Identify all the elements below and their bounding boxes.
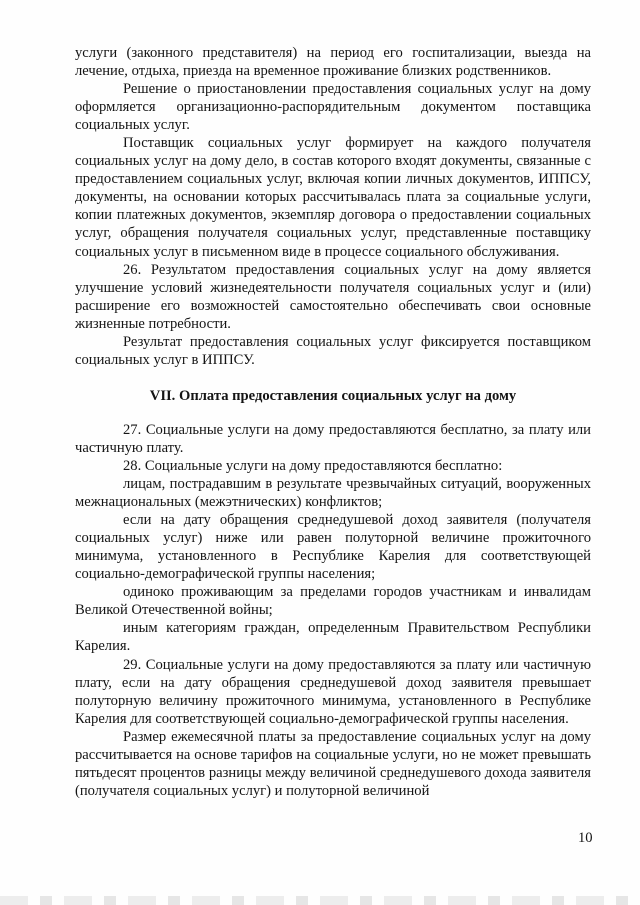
paragraph: Размер ежемесячной платы за предоставление социальных услуг на дому рассчитывается на основе тарифов на социальные услуги, но не может превышать пятьдесят процентов разницы между величиной среднедушевого дохода заявителя (получателя социальных услуг) и полуторной величиной [75,728,591,799]
paragraph: 26. Результатом предоставления социальных услуг на дому является улучшение условий жизнедеятельности получателя социальных услуг и (или) расширение его возможностей самостоятельно обеспечивать свои основные жизненные потребности. [75,261,591,332]
paragraph: иным категориям граждан, определенным Правительством Республики Карелия. [75,620,591,655]
scan-edge-artifact [0,896,640,905]
paragraph: лицам, пострадавшим в результате чрезвычайных ситуаций, вооруженных межнациональных (межэтнических) конфликтов; [75,476,591,511]
paragraph: одиноко проживающим за пределами городов участникам и инвалидам Великой Отечественной войны; [75,584,591,619]
document-body [75,44,591,800]
section-heading: VII. Оплата предоставления социальных услуг на дому [149,387,517,404]
paragraph: 29. Социальные услуги на дому предоставляются за плату или частичную плату, если на дату обращения среднедушевой доход заявителя превышает полуторную величину прожиточного минимума, установленного в Республике Карелия для соответствующей социально-демографической группы населения. [75,656,591,727]
paragraph: если на дату обращения среднедушевой доход заявителя (получателя социальных услуг) ниже или равен полуторной величине прожиточного минимума, установленного в Республике Карелия для соответствующей социально-демографической группы населения; [75,512,591,583]
paragraph: 27. Социальные услуги на дому предоставляются бесплатно, за плату или частичную плату. [75,421,591,456]
paragraph: Решение о приостановлении предоставления социальных услуг на дому оформляется организационно-распорядительным документом поставщика социальных услуг. [75,81,591,134]
paragraph: 28. Социальные услуги на дому предоставляются бесплатно: [123,457,503,474]
paragraph: услуги (законного представителя) на период его госпитализации, выезда на лечение, отдыха, приезда на временное проживание близких родственников. [75,45,591,80]
paragraph: Результат предоставления социальных услуг фиксируется поставщиком социальных услуг в ИППСУ. [75,333,591,368]
paragraph: Поставщик социальных услуг формирует на каждого получателя социальных услуг на дому дело, в состав которого входят документы, связанные с предоставлением социальных услуг, включая копии личных документов, ИППСУ, документы, на основании которых рассчитывалась плата за социальные услуги, копии платежных документов, экземпляр договора о предоставлении социальных услуг, обращения получателя социальных услуг, представленные поставщику социальных услуг в письменном виде в процессе социального обслуживания. [75,135,591,260]
page-number: 10 [578,830,593,846]
